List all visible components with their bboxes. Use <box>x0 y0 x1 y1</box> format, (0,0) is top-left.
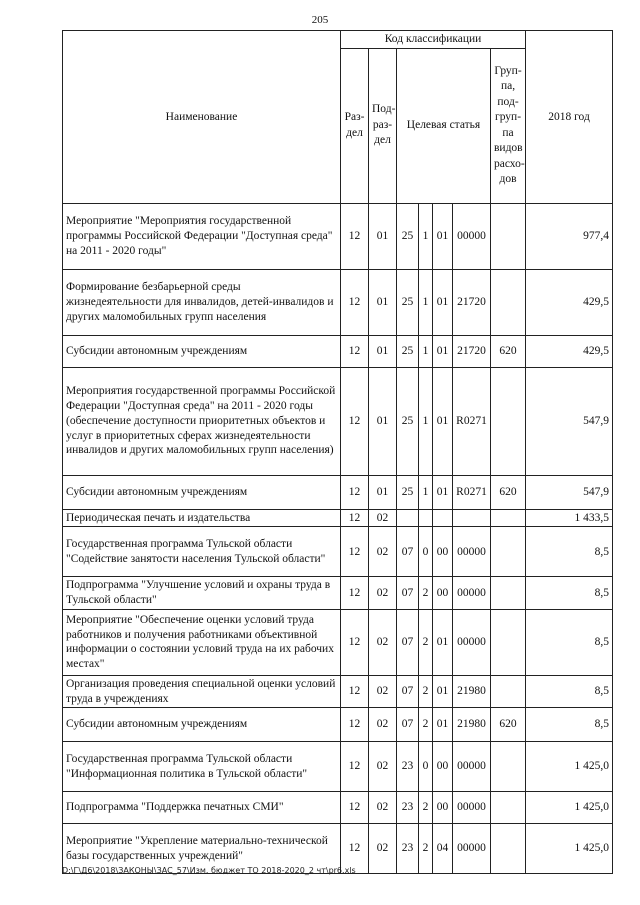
row-code-a: 25 <box>397 269 419 335</box>
row-code-a: 07 <box>397 708 419 742</box>
row-code-vr <box>491 824 526 874</box>
col-expense-group-header: Груп- па, под- груп- па видов расхо- дов <box>491 48 526 203</box>
table-row <box>63 335 613 367</box>
row-code-c: 01 <box>433 269 453 335</box>
row-code-pr: 01 <box>369 269 397 335</box>
table-row <box>63 527 613 577</box>
col-subsection-header: Под- раз- дел <box>369 48 397 203</box>
row-code-b: 2 <box>419 609 433 675</box>
table-body <box>63 203 613 874</box>
row-code-pr: 02 <box>369 577 397 609</box>
row-code-pr: 02 <box>369 708 397 742</box>
row-amount-2018: 429,5 <box>526 335 613 367</box>
row-code-d <box>453 509 491 527</box>
row-code-rz: 12 <box>341 509 369 527</box>
row-amount-2018: 547,9 <box>526 367 613 475</box>
row-code-vr <box>491 577 526 609</box>
row-amount-2018: 8,5 <box>526 577 613 609</box>
row-code-c: 00 <box>433 742 453 792</box>
row-code-rz: 12 <box>341 675 369 707</box>
row-code-c: 04 <box>433 824 453 874</box>
header-row <box>63 31 613 49</box>
row-code-d: 00000 <box>453 203 491 269</box>
row-amount-2018: 1 425,0 <box>526 824 613 874</box>
row-code-b: 1 <box>419 203 433 269</box>
row-code-c: 01 <box>433 675 453 707</box>
row-code-d: 21980 <box>453 675 491 707</box>
row-code-b: 1 <box>419 335 433 367</box>
row-name: Государственная программа Тульской области "Содействие занятости населения Тульской области" <box>63 527 341 577</box>
row-code-vr <box>491 203 526 269</box>
row-code-rz: 12 <box>341 824 369 874</box>
row-code-b: 1 <box>419 367 433 475</box>
row-code-c: 00 <box>433 792 453 824</box>
row-amount-2018: 8,5 <box>526 675 613 707</box>
row-code-a: 25 <box>397 475 419 509</box>
row-code-b: 1 <box>419 475 433 509</box>
row-code-pr: 01 <box>369 475 397 509</box>
row-code-vr <box>491 675 526 707</box>
row-name: Мероприятие "Укрепление материально-технической базы государственных учреждений" <box>63 824 341 874</box>
row-code-pr: 02 <box>369 792 397 824</box>
table-row <box>63 708 613 742</box>
row-code-pr: 02 <box>369 609 397 675</box>
row-code-vr <box>491 792 526 824</box>
row-code-pr: 02 <box>369 527 397 577</box>
row-code-d: 21980 <box>453 708 491 742</box>
row-code-d: 00000 <box>453 824 491 874</box>
row-code-c: 01 <box>433 335 453 367</box>
row-code-d: R0271 <box>453 367 491 475</box>
row-code-b: 2 <box>419 675 433 707</box>
row-name: Подпрограмма "Поддержка печатных СМИ" <box>63 792 341 824</box>
row-code-d: 00000 <box>453 609 491 675</box>
row-name: Государственная программа Тульской области "Информационная политика в Тульской области" <box>63 742 341 792</box>
row-code-d: 00000 <box>453 577 491 609</box>
row-amount-2018: 8,5 <box>526 609 613 675</box>
row-name: Субсидии автономным учреждениям <box>63 708 341 742</box>
row-code-pr: 02 <box>369 509 397 527</box>
table-row <box>63 609 613 675</box>
col-section-header: Раз- дел <box>341 48 369 203</box>
row-code-vr: 620 <box>491 708 526 742</box>
row-code-pr: 01 <box>369 203 397 269</box>
row-code-b: 2 <box>419 792 433 824</box>
row-code-pr: 01 <box>369 335 397 367</box>
table-row <box>63 269 613 335</box>
row-code-c: 01 <box>433 708 453 742</box>
table-row <box>63 203 613 269</box>
row-code-c: 01 <box>433 367 453 475</box>
row-code-vr <box>491 527 526 577</box>
row-code-a <box>397 509 419 527</box>
row-code-vr <box>491 742 526 792</box>
row-code-d: 21720 <box>453 335 491 367</box>
row-code-a: 25 <box>397 335 419 367</box>
row-name: Формирование безбарьерной среды жизнедеятельности для инвалидов, детей-инвалидов и других маломобильных групп населения <box>63 269 341 335</box>
table-row <box>63 792 613 824</box>
row-code-a: 07 <box>397 577 419 609</box>
col-year-header: 2018 год <box>526 31 613 204</box>
table-row <box>63 475 613 509</box>
row-code-rz: 12 <box>341 269 369 335</box>
row-name: Подпрограмма "Улучшение условий и охраны труда в Тульской области" <box>63 577 341 609</box>
row-code-b <box>419 509 433 527</box>
row-name: Мероприятие "Мероприятия государственной программы Российской Федерации "Доступная среда" на 2011 - 2020 годы" <box>63 203 341 269</box>
row-name: Субсидии автономным учреждениям <box>63 475 341 509</box>
row-code-a: 07 <box>397 609 419 675</box>
row-code-d: R0271 <box>453 475 491 509</box>
row-code-b: 2 <box>419 708 433 742</box>
row-code-rz: 12 <box>341 609 369 675</box>
row-code-vr <box>491 609 526 675</box>
row-amount-2018: 8,5 <box>526 708 613 742</box>
row-amount-2018: 1 425,0 <box>526 792 613 824</box>
row-amount-2018: 429,5 <box>526 269 613 335</box>
row-code-rz: 12 <box>341 527 369 577</box>
row-code-d: 00000 <box>453 742 491 792</box>
row-name: Периодическая печать и издательства <box>63 509 341 527</box>
row-code-vr: 620 <box>491 335 526 367</box>
row-name: Субсидии автономным учреждениям <box>63 335 341 367</box>
table-row <box>63 367 613 475</box>
table-row <box>63 509 613 527</box>
row-code-b: 2 <box>419 824 433 874</box>
row-code-pr: 02 <box>369 742 397 792</box>
row-amount-2018: 547,9 <box>526 475 613 509</box>
row-code-c: 00 <box>433 577 453 609</box>
row-code-c: 01 <box>433 609 453 675</box>
budget-table <box>62 30 613 874</box>
row-name: Мероприятия государственной программы Российской Федерации "Доступная среда" на 2011 - 2020 годы (обеспечение доступности приоритетных объектов и услуг в приоритетных сферах жизнедеятельности инвалидов и других маломобильных групп населения) <box>63 367 341 475</box>
row-code-vr <box>491 367 526 475</box>
col-name-header: Наименование <box>63 31 341 204</box>
row-code-a: 25 <box>397 203 419 269</box>
table-row <box>63 742 613 792</box>
row-code-vr <box>491 509 526 527</box>
row-amount-2018: 977,4 <box>526 203 613 269</box>
row-code-b: 0 <box>419 742 433 792</box>
row-code-rz: 12 <box>341 203 369 269</box>
row-amount-2018: 1 433,5 <box>526 509 613 527</box>
col-target-article-header: Целевая статья <box>397 48 491 203</box>
table-row <box>63 675 613 707</box>
row-code-b: 2 <box>419 577 433 609</box>
file-path-footer: D:\Г\Д6\2018\ЗАКОНЫ\ЗАС_57\Изм. бюджет ТО 2018-2020_2 чт\pr6.xls <box>62 866 356 875</box>
row-name: Организация проведения специальной оценки условий труда в учреждениях <box>63 675 341 707</box>
table-row <box>63 577 613 609</box>
page-number: 205 <box>311 14 329 26</box>
row-amount-2018: 1 425,0 <box>526 742 613 792</box>
row-amount-2018: 8,5 <box>526 527 613 577</box>
row-code-c: 01 <box>433 475 453 509</box>
row-code-vr: 620 <box>491 475 526 509</box>
row-code-c <box>433 509 453 527</box>
row-code-c: 01 <box>433 203 453 269</box>
row-code-d: 00000 <box>453 527 491 577</box>
row-code-pr: 02 <box>369 675 397 707</box>
row-name: Мероприятие "Обеспечение оценки условий труда работников и получения работниками объективной информации о состоянии условий труда на их рабочих местах" <box>63 609 341 675</box>
row-code-a: 23 <box>397 792 419 824</box>
row-code-a: 25 <box>397 367 419 475</box>
row-code-vr <box>491 269 526 335</box>
row-code-rz: 12 <box>341 367 369 475</box>
row-code-rz: 12 <box>341 577 369 609</box>
col-classification-header: Код классификации <box>341 31 526 49</box>
row-code-rz: 12 <box>341 335 369 367</box>
row-code-rz: 12 <box>341 708 369 742</box>
row-code-pr: 02 <box>369 824 397 874</box>
row-code-rz: 12 <box>341 792 369 824</box>
row-code-d: 21720 <box>453 269 491 335</box>
row-code-a: 07 <box>397 675 419 707</box>
row-code-a: 23 <box>397 824 419 874</box>
row-code-c: 00 <box>433 527 453 577</box>
row-code-b: 1 <box>419 269 433 335</box>
row-code-pr: 01 <box>369 367 397 475</box>
row-code-b: 0 <box>419 527 433 577</box>
row-code-rz: 12 <box>341 475 369 509</box>
row-code-a: 07 <box>397 527 419 577</box>
row-code-rz: 12 <box>341 742 369 792</box>
row-code-a: 23 <box>397 742 419 792</box>
row-code-d: 00000 <box>453 792 491 824</box>
